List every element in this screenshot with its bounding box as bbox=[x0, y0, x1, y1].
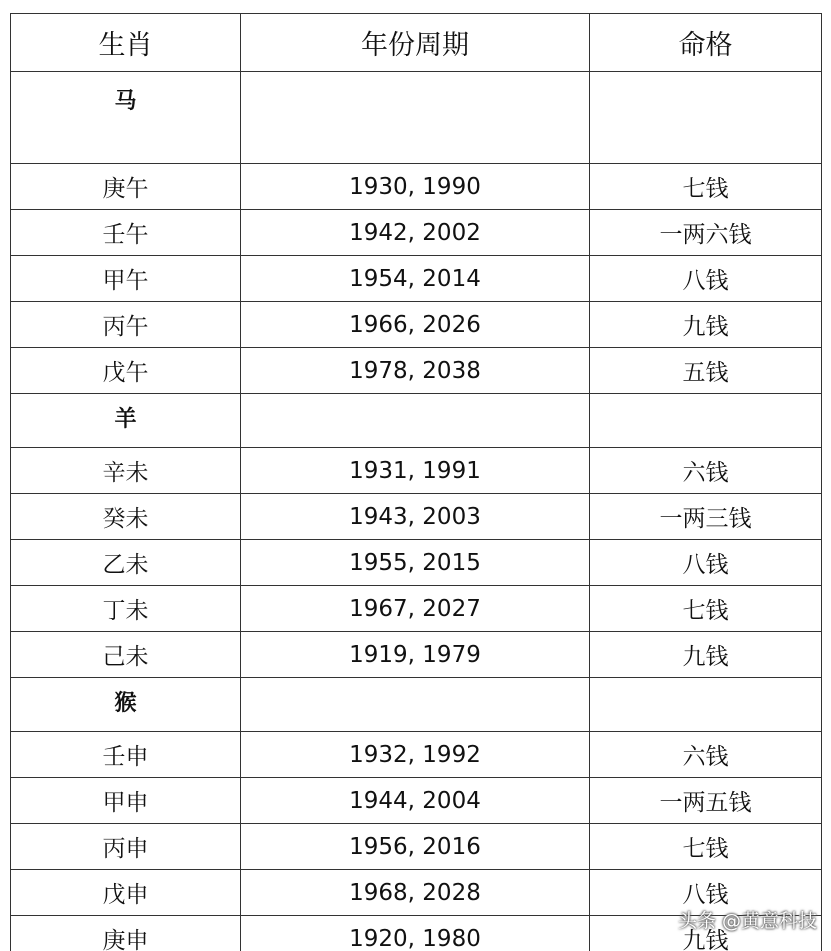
ganzhi-cell: 丁未 bbox=[11, 586, 241, 632]
table-row bbox=[11, 494, 822, 540]
header-fate: 命格 bbox=[590, 14, 822, 72]
year-cycle-cell: 1956, 2016 bbox=[241, 824, 590, 870]
ganzhi-cell: 庚午 bbox=[11, 164, 241, 210]
fate-cell: 七钱 bbox=[590, 824, 822, 870]
table-row bbox=[11, 210, 822, 256]
table-row bbox=[11, 632, 822, 678]
header-zodiac: 生肖 bbox=[11, 14, 241, 72]
table-row bbox=[11, 256, 822, 302]
table-row bbox=[11, 586, 822, 632]
table-row bbox=[11, 732, 822, 778]
year-cycle-cell: 1919, 1979 bbox=[241, 632, 590, 678]
fate-cell: 五钱 bbox=[590, 348, 822, 394]
table-body bbox=[11, 72, 822, 951]
group-row bbox=[11, 72, 822, 164]
ganzhi-cell: 乙未 bbox=[11, 540, 241, 586]
year-cycle-cell: 1967, 2027 bbox=[241, 586, 590, 632]
fate-cell: 一两三钱 bbox=[590, 494, 822, 540]
fate-cell: 七钱 bbox=[590, 586, 822, 632]
table-row bbox=[11, 448, 822, 494]
fate-cell: 八钱 bbox=[590, 256, 822, 302]
table-header-row bbox=[11, 14, 822, 72]
ganzhi-cell: 庚申 bbox=[11, 916, 241, 951]
fate-cell: 九钱 bbox=[590, 632, 822, 678]
ganzhi-cell: 丙申 bbox=[11, 824, 241, 870]
year-cycle-cell: 1954, 2014 bbox=[241, 256, 590, 302]
fate-cell: 八钱 bbox=[590, 870, 822, 916]
table-row bbox=[11, 824, 822, 870]
year-cycle-cell: 1931, 1991 bbox=[241, 448, 590, 494]
group-row bbox=[11, 394, 822, 448]
ganzhi-cell: 甲午 bbox=[11, 256, 241, 302]
empty-cell bbox=[590, 678, 822, 732]
table-row bbox=[11, 164, 822, 210]
year-cycle-cell: 1932, 1992 bbox=[241, 732, 590, 778]
table-row bbox=[11, 540, 822, 586]
ganzhi-cell: 辛未 bbox=[11, 448, 241, 494]
ganzhi-cell: 癸未 bbox=[11, 494, 241, 540]
watermark: 头条 @黄意科技 bbox=[677, 910, 817, 932]
group-name: 羊 bbox=[11, 394, 241, 448]
year-cycle-cell: 1978, 2038 bbox=[241, 348, 590, 394]
fate-cell: 六钱 bbox=[590, 448, 822, 494]
fate-cell: 七钱 bbox=[590, 164, 822, 210]
empty-cell bbox=[241, 72, 590, 164]
group-row bbox=[11, 678, 822, 732]
empty-cell bbox=[590, 72, 822, 164]
ganzhi-cell: 己未 bbox=[11, 632, 241, 678]
empty-cell bbox=[241, 394, 590, 448]
header-year-cycle: 年份周期 bbox=[241, 14, 590, 72]
ganzhi-cell: 壬午 bbox=[11, 210, 241, 256]
group-name: 马 bbox=[11, 72, 241, 164]
ganzhi-cell: 甲申 bbox=[11, 778, 241, 824]
empty-cell bbox=[590, 394, 822, 448]
table-row bbox=[11, 778, 822, 824]
table-row bbox=[11, 302, 822, 348]
year-cycle-cell: 1942, 2002 bbox=[241, 210, 590, 256]
table-row bbox=[11, 348, 822, 394]
empty-cell bbox=[241, 678, 590, 732]
fate-cell: 八钱 bbox=[590, 540, 822, 586]
year-cycle-cell: 1966, 2026 bbox=[241, 302, 590, 348]
zodiac-fortune-table bbox=[10, 13, 822, 951]
year-cycle-cell: 1943, 2003 bbox=[241, 494, 590, 540]
fate-cell: 一两六钱 bbox=[590, 210, 822, 256]
group-name: 猴 bbox=[11, 678, 241, 732]
year-cycle-cell: 1944, 2004 bbox=[241, 778, 590, 824]
ganzhi-cell: 壬申 bbox=[11, 732, 241, 778]
ganzhi-cell: 戊申 bbox=[11, 870, 241, 916]
fate-cell: 六钱 bbox=[590, 732, 822, 778]
year-cycle-cell: 1968, 2028 bbox=[241, 870, 590, 916]
fate-cell: 一两五钱 bbox=[590, 778, 822, 824]
year-cycle-cell: 1920, 1980 bbox=[241, 916, 590, 951]
ganzhi-cell: 戊午 bbox=[11, 348, 241, 394]
ganzhi-cell: 丙午 bbox=[11, 302, 241, 348]
year-cycle-cell: 1955, 2015 bbox=[241, 540, 590, 586]
fate-cell: 九钱 bbox=[590, 916, 822, 951]
year-cycle-cell: 1930, 1990 bbox=[241, 164, 590, 210]
fate-cell: 九钱 bbox=[590, 302, 822, 348]
